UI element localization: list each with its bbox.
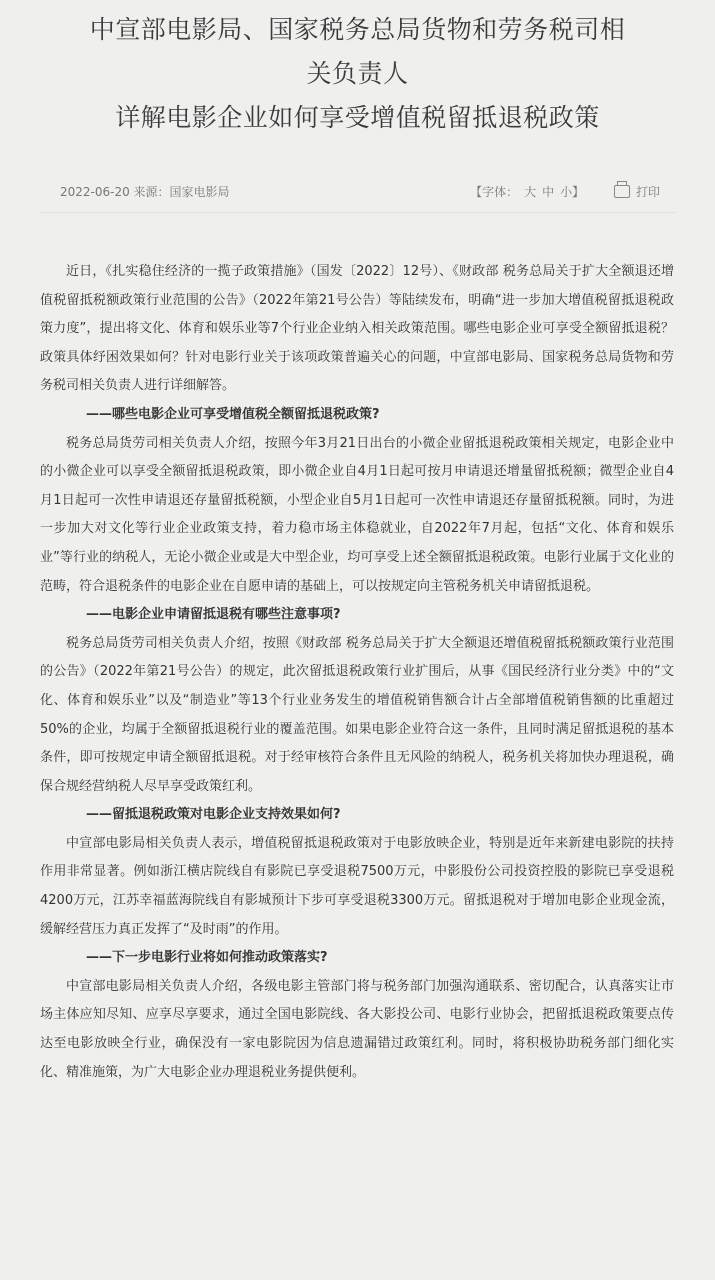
- section-heading-4: ——下一步电影行业将如何推动政策落实?: [86, 950, 328, 966]
- font-size-large-button[interactable]: 大: [524, 185, 537, 199]
- font-size-small-button[interactable]: 小】: [560, 185, 585, 199]
- title-line-1: 中宣部电影局、国家税务总局货物和劳务税司相: [89, 15, 626, 44]
- meta-divider: [40, 212, 675, 213]
- paragraph-4: 中宣部电影局相关负责人表示，增值税留抵退税政策对于电影放映企业，特别是近年来新建电影院的扶持作用非常显著。例如浙江横店院线自有影院已享受退税7500万元，中影股份公司投资控股的影院已享受退税4200万元，江苏幸福蓝海院线自有影城预计下步可享受退税3300万元。留抵退税对于增加电影企业现金流，缓解经营压力真正发挥了“及时雨”的作用。: [40, 835, 674, 937]
- article-meta: [60, 182, 660, 202]
- paragraph-2: 税务总局货劳司相关负责人介绍，按照今年3月21日出台的小微企业留抵退税政策相关规定，电影企业中的小微企业可以享受全额留抵退税政策，即小微企业自4月1日起可按月申请退还增量留抵税额；微型企业自4月1日起可一次性申请退还存量留抵税额，小型企业自5月1日起可一次性申请退还存量留抵税额。同时，为进一步加大对文化等行业企业政策支持，着力稳市场主体稳就业，自2022年7月起，包括“文化、体育和娱乐业”等行业的纳税人，无论小微企业或是大中型企业，均可享受上述全额留抵退税政策。电影行业属于文化业的范畴，符合退税条件的电影企业在自愿申请的基础上，可以按规定向主管税务机关申请留抵退税。: [40, 435, 674, 594]
- paragraph-5: 中宣部电影局相关负责人介绍，各级电影主管部门将与税务部门加强沟通联系、密切配合，认真落实让市场主体应知尽知、应享尽享要求，通过全国电影院线、各大影投公司、电影行业协会，把留抵退税政策要点传达至电影放映全行业，确保没有一家电影院因为信息遗漏错过政策红利。同时，将积极协助税务部门细化实化、精准施策，为广大电影企业办理退税业务提供便利。: [40, 978, 674, 1080]
- paragraph-3: 税务总局货劳司相关负责人介绍，按照《财政部 税务总局关于扩大全额退还增值税留抵税额政策行业范围的公告》（2022年第21号公告）的规定，此次留抵退税政策行业扩围后，从事《国民经济行业分类》中的“文化、体育和娱乐业”以及“制造业”等13个行业业务发生的增值税销售额合计占全部增值税销售额的比重超过50%的企业，均属于全额留抵退税行业的覆盖范围。如果电影企业符合这一条件，且同时满足留抵退税的基本条件，即可按规定申请全额留抵退税。对于经审核符合条件且无风险的纳税人，税务机关将加快办理退税，确保合规经营纳税人尽早享受政策红利。: [40, 635, 674, 794]
- font-size-control: [470, 185, 588, 199]
- article-title: [20, 8, 695, 140]
- printer-icon: [614, 185, 630, 198]
- section-heading-2: ——电影企业申请留抵退税有哪些注意事项?: [86, 607, 341, 623]
- date-source: 2022-06-20 来源：国家电影局: [60, 185, 230, 199]
- article-body: [40, 258, 674, 1087]
- title-line-2: 关负责人: [306, 59, 409, 88]
- print-button[interactable]: [614, 185, 660, 199]
- font-size-label: 【字体：: [470, 185, 519, 199]
- paragraph-intro: 近日，《扎实稳住经济的一揽子政策措施》（国发〔2022〕12号）、《财政部 税务总局关于扩大全额退还增值税留抵税额政策行业范围的公告》（2022年第21号公告）等陆续发布，明确“进一步加大增值税留抵退税政策力度”，提出将文化、体育和娱乐业等7个行业企业纳入相关政策范围。哪些电影企业可享受全额留抵退税？政策具体纾困效果如何？针对电影行业关于该项政策普遍关心的问题，中宣部电影局、国家税务总局货物和劳务税司相关负责人进行详细解答。: [40, 264, 674, 394]
- print-label: 打印: [635, 185, 660, 199]
- title-line-3: 详解电影企业如何享受增值税留抵退税政策: [115, 103, 600, 132]
- meta-tools: [470, 182, 660, 202]
- section-heading-1: ——哪些电影企业可享受增值税全额留抵退税政策?: [86, 406, 380, 422]
- section-heading-3: ——留抵退税政策对电影企业支持效果如何?: [86, 807, 341, 823]
- font-size-medium-button[interactable]: 中: [542, 185, 555, 199]
